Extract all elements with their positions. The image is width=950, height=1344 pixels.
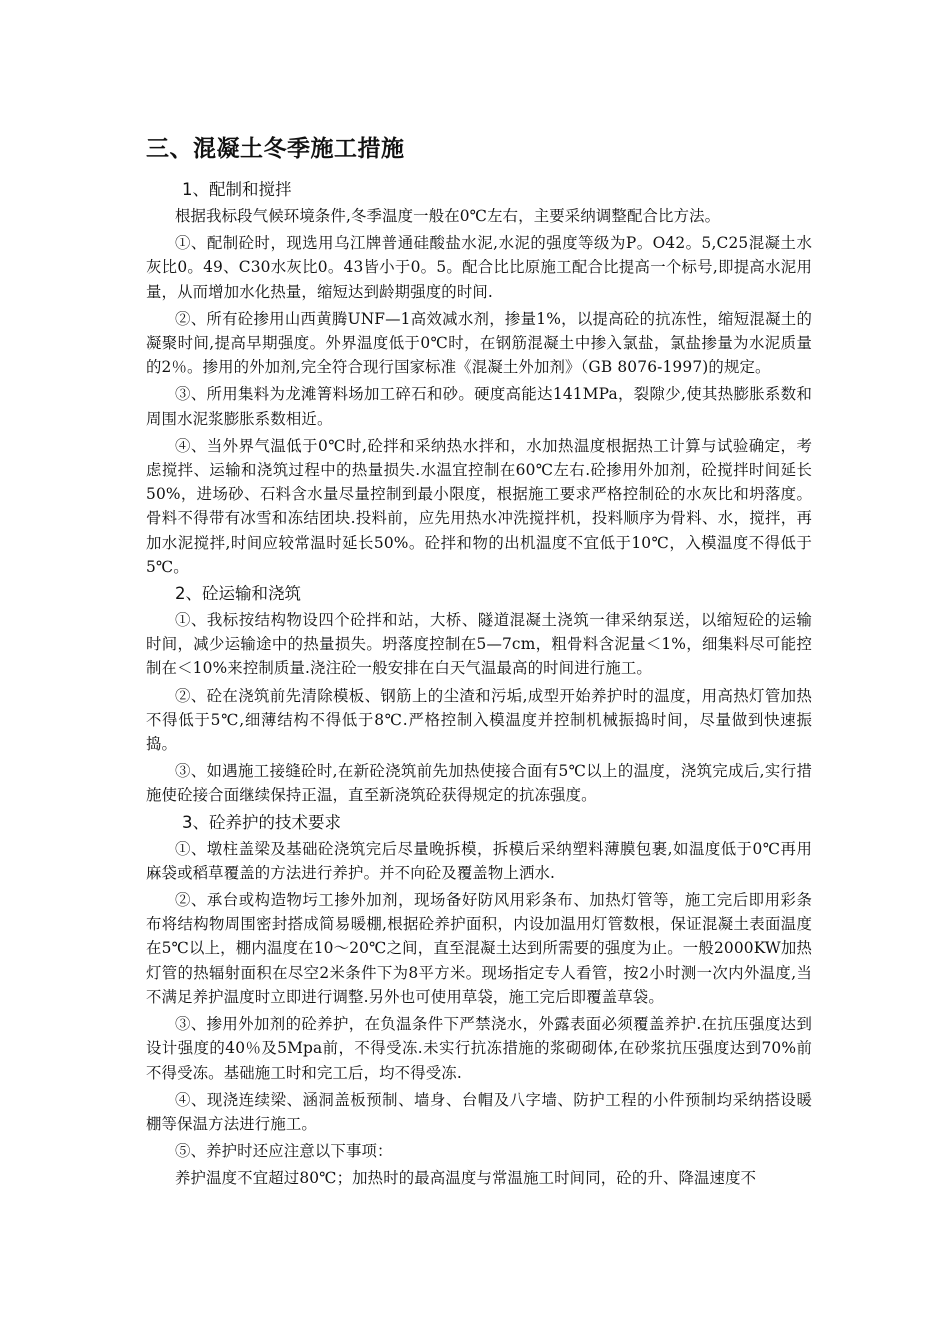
paragraph: ①、配制砼时，现选用乌江牌普通硅酸盐水泥,水泥的强度等级为P。O42。5,C25混凝土水灰比0。49、C30水灰比0。43皆小于0。5。配合比比原施工配合比提高一个标号,即提高水泥用量，从而增加水化热量，缩短达到龄期强度的时间.: [146, 234, 812, 301]
paragraph: ③、所用集料为龙滩箐料场加工碎石和砂。硬度高能达141MPa，裂隙少,使其热膨胀系数和周围水泥浆膨胀系数相近。: [146, 385, 812, 428]
subsection-heading-transport: 2、砼运输和浇筑: [175, 584, 301, 604]
paragraph: ③、如遇施工接缝砼时,在新砼浇筑前先加热使接合面有5℃以上的温度，浇筑完成后,实行措施使砼接合面继续保持正温，直至新浇筑砼获得规定的抗冻强度。: [146, 762, 812, 805]
paragraph: 根据我标段气候环境条件,冬季温度一般在0℃左右，主要采纳调整配合比方法。: [175, 207, 721, 225]
document-page: [146, 128, 812, 1194]
paragraph: ②、砼在浇筑前先清除模板、钢筋上的尘渣和污垢,成型开始养护时的温度，用高热灯管加热不得低于5℃,细薄结构不得低于8℃.严格控制入模温度并控制机械振捣时间，尽量做到快速振捣。: [146, 686, 812, 754]
paragraph: ②、所有砼掺用山西黄腾UNF—1高效减水剂，掺量1%，以提高砼的抗冻性，缩短混凝土的凝聚时间,提高早期强度。外界温度低于0℃时，在钢筋混凝土中掺入氯盐，氯盐掺量为水泥质量的2％。掺用的外加剂,完全符合现行国家标准《混凝土外加剂》（GB 8076-1997)的规定。: [146, 309, 812, 377]
subsection-heading-curing: 3、砼养护的技术要求: [182, 812, 341, 832]
paragraph: ①、我标按结构物设四个砼拌和站，大桥、隧道混凝土浇筑一律采纳泵送，以缩短砼的运输时间，减少运输途中的热量损失。坍落度控制在5—7cm，粗骨料含泥量＜1%，细集料尽可能控制在＜10%来控制质量.浇注砼一般安排在白天气温最高的时间进行施工。: [146, 611, 812, 678]
paragraph: ③、掺用外加剂的砼养护，在负温条件下严禁浇水，外露表面必须覆盖养护.在抗压强度达到设计强度的40％及5Mpa前，不得受冻.未实行抗冻措施的浆砌砌体,在砂浆抗压强度达到70%前不得受冻。基础施工时和完工后，均不得受冻.: [146, 1015, 812, 1082]
subsection-heading-mixing: 1、配制和搅拌: [182, 180, 292, 199]
paragraph: ⑤、养护时还应注意以下事项：: [175, 1142, 393, 1161]
paragraph: ④、当外界气温低于0℃时,砼拌和采纳热水拌和，水加热温度根据热工计算与试验确定，考虑搅拌、运输和浇筑过程中的热量损失.水温宜控制在60℃左右.砼掺用外加剂，砼搅拌时间延长50%，进场砂、石料含水量尽量控制到最小限度，根据施工要求严格控制砼的水灰比和坍落度。骨料不得带有冰雪和冻结团块.投料前，应先用热水冲洗搅拌机，投料顺序为骨料、水，搅拌，再加水泥搅拌,时间应较常温时延长50%。砼拌和物的出机温度不宜低于10℃，入模温度不得低于5℃。: [146, 436, 812, 576]
paragraph: 养护温度不宜超过80℃；加热时的最高温度与常温施工时间同，砼的升、降温速度不: [175, 1169, 757, 1188]
paragraph: ①、墩柱盖梁及基础砼浇筑完后尽量晚拆模，拆模后采纳塑料薄膜包裹,如温度低于0℃再用麻袋或稻草覆盖的方法进行养护。并不向砼及覆盖物上洒水.: [146, 839, 812, 882]
section-title: 三、混凝土冬季施工措施: [146, 136, 405, 162]
paragraph: ④、现浇连续梁、涵洞盖板预制、墙身、台帽及八字墙、防护工程的小件预制均采纳搭设暖棚等保温方法进行施工。: [146, 1090, 812, 1133]
paragraph: ②、承台或构造物圬工掺外加剂，现场备好防风用彩条布、加热灯管等，施工完后即用彩条布将结构物周围密封搭成简易暖棚,根据砼养护面积，内设加温用灯管数根，保证混凝土表面温度在5℃以上，棚内温度在10～20℃之间，直至混凝土达到所需要的强度为止。一般2000KW加热灯管的热辐射面积在尽空2米条件下为8平方米。现场指定专人看管，按2小时测一次内外温度,当不满足养护温度时立即进行调整.另外也可使用草袋，施工完后即覆盖草袋。: [146, 891, 812, 1006]
